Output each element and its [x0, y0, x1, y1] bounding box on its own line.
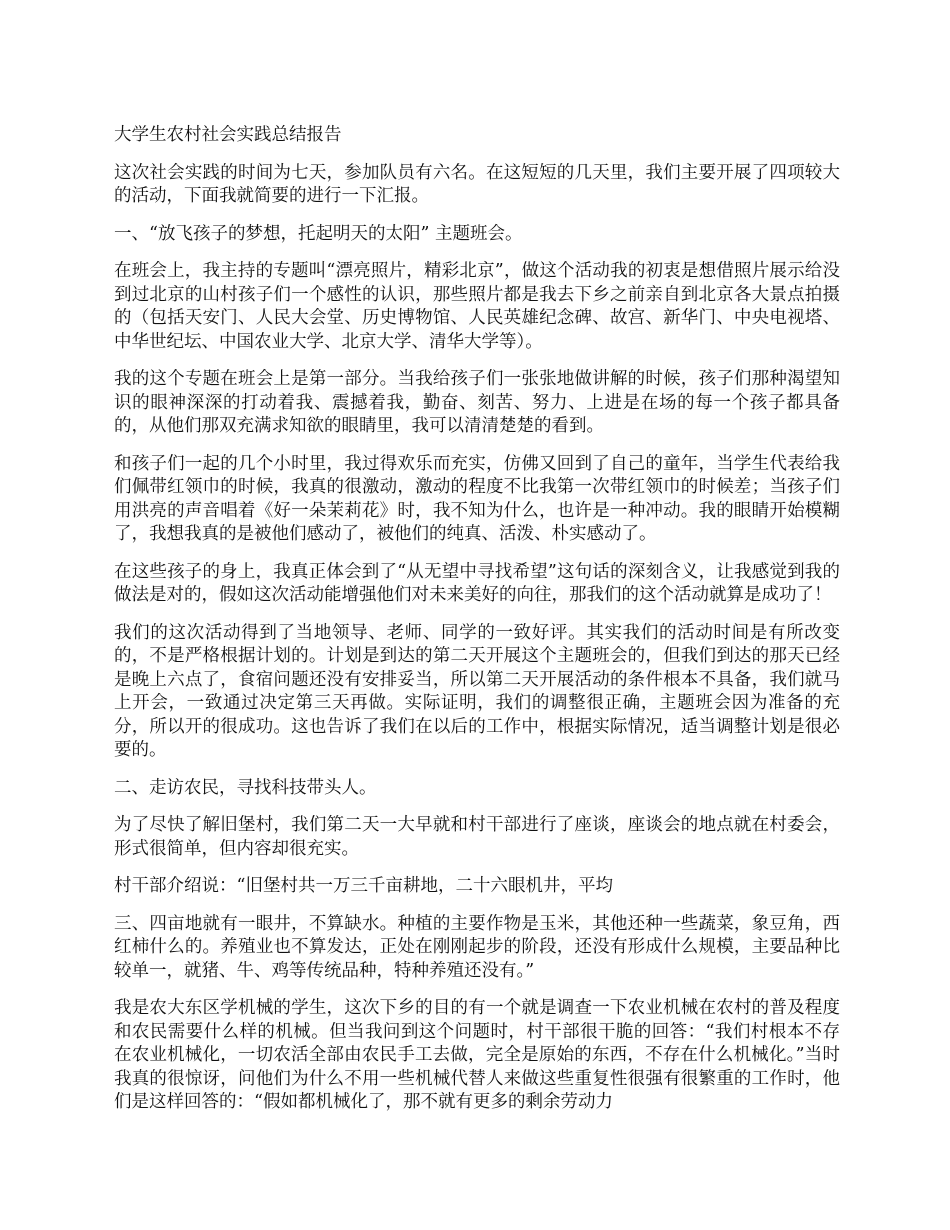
- paragraph-hope: 在这些孩子的身上，我真正体会到了“从无望中寻找希望”这句话的深刻含义，让我感觉到我的做法是对的，假如这次活动能增强他们对未来美好的向往，那我们的这个活动就算是成功了！: [114, 561, 840, 605]
- paragraph-machinery: 我是农大东区学机械的学生，这次下乡的目的有一个就是调查一下农业机械在农村的普及程度和农民需要什么样的机械。但当我问到这个问题时，村干部很干脆的回答：“我们村根本不存在农业机械化，一切农活全部由农民手工去做，完全是原始的东西，不存在什么机械化。”当时我真的很惊讶，问他们为什么不用一些机械代替人来做这些重复性很强有很繁重的工作时，他们是这样回答的：“假如都机械化了，那不就有更多的剩余劳动力: [114, 998, 840, 1112]
- paragraph-cadre-intro: 村干部介绍说：“旧堡村共一万三千亩耕地，二十六眼机井，平均: [114, 876, 613, 896]
- document-page: [114, 124, 840, 1129]
- paragraph-class-meeting: 在班会上，我主持的专题叫“漂亮照片，精彩北京”，做这个活动我的初衷是想借照片展示给没到过北京的山村孩子们一个感性的认识，那些照片都是我去下乡之前亲自到北京各大景点拍摄的（包括天安门、人民大会堂、历史博物馆、人民英雄纪念碑、故宫、新华门、中央电视塔、中华世纪坛、中国农业大学、北京大学、清华大学等）。: [114, 261, 840, 352]
- paragraph-first-part: 我的这个专题在班会上是第一部分。当我给孩子们一张张地做讲解的时候，孩子们那种渴望知识的眼神深深的打动着我、震撼着我，勤奋、刻苦、努力、上进是在场的每一个孩子都具备的，从他们那双充满求知欲的眼睛里，我可以清清楚楚的看到。: [114, 369, 840, 436]
- paragraph-with-children: 和孩子们一起的几个小时里，我过得欢乐而充实，仿佛又回到了自己的童年，当学生代表给我们佩带红领巾的时候，我真的很激动，激动的程度不比我第一次带红领巾的时候差；当孩子们用洪亮的声音唱着《好一朵茉莉花》时，我不知为什么，也许是一种冲动。我的眼睛开始模糊了，我想我真的是被他们感动了，被他们的纯真、活泼、朴实感动了。: [114, 453, 840, 544]
- paragraph-village-meeting: 为了尽快了解旧堡村，我们第二天一大早就和村干部进行了座谈，座谈会的地点就在村委会，形式很简单，但内容却很充实。: [114, 815, 840, 859]
- section-heading-1: 一、“放飞孩子的梦想，托起明天的太阳” 主题班会。: [114, 223, 523, 244]
- paragraph-evaluation: 我们的这次活动得到了当地领导、老师、同学的一致好评。其实我们的活动时间是有所改变的，不是严格根据计划的。计划是到达的第二天开展这个主题班会的，但我们到达的那天已经是晚上六点了，食宿问题还没有安排妥当，所以第二天开展活动的条件根本不具备，我们就马上开会，一致通过决定第三天再做。实际证明，我们的调整很正确，主题班会因为准备的充分，所以开的很成功。这也告诉了我们在以后的工作中，根据实际情况，适当调整计划是很必要的。: [114, 622, 840, 760]
- paragraph-intro: 这次社会实践的时间为七天，参加队员有六名。在这短短的几天里，我们主要开展了四项较大的活动，下面我就简要的进行一下汇报。: [114, 162, 840, 206]
- section-heading-2: 二、走访农民，寻找科技带头人。: [114, 777, 377, 798]
- document-title: 大学生农村社会实践总结报告: [114, 125, 342, 145]
- paragraph-crops: 三、四亩地就有一眼井，不算缺水。种植的主要作物是玉米，其他还种一些蔬菜，象豆角，西红柿什么的。养殖业也不算发达，正处在刚刚起步的阶段，还没有形成什么规模，主要品种比较单一，就猪、牛、鸡等传统品种，特种养殖还没有。”: [114, 913, 840, 981]
